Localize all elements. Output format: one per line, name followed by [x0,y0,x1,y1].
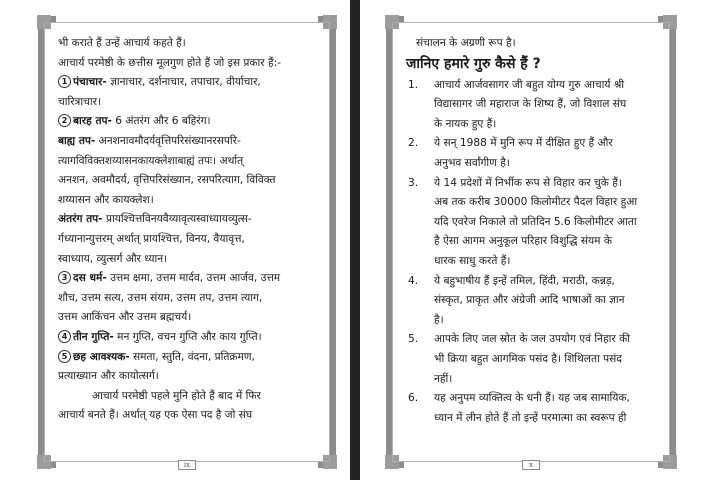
item-number: 5. [408,333,419,346]
text-line: र्गध्यानान्युत्तरम् अर्थात् प्रायश्चित्त, विनय, वैयावृत्त, [58,232,245,245]
text-line: के नायक हुए हैं। [434,117,497,130]
page-number: x [522,460,540,470]
item-title: बारह तप- [73,115,112,128]
antarang-title: अंतरंग तप- [58,213,103,226]
text-line: है ऐसा आगम अनुकूल परिहार विशुद्धि संयम के [434,235,612,248]
item-title: दस धर्म- [73,272,107,285]
text-line: अनशन, अवमौदर्य, वृत्तिपरिसंख्यान, रसपरित्याग, विविक्त [58,174,276,187]
text-line: ध्यान में लीन होते हैं तो इन्हें परमात्मा का स्वरूप ही [434,411,627,424]
text-line: त्यागविविक्तशय्यासनकायक्लेशाबाह्यं तपः। अर्थात् [58,154,244,167]
text-line: आचार्य आर्जवसागर जी बहुत योग्य गुरु आचार्य श्री [434,78,625,91]
page-number: ix [178,460,196,470]
right-page-body [404,34,662,428]
list-item [404,389,662,428]
text-line: उत्तम आकिंचन और उत्तम ब्रह्मचर्य। [58,311,192,324]
item-number: 3. [408,176,419,189]
item-number: 2 [58,114,71,127]
frame-right-bar [669,16,676,468]
item-text: मन गुप्ति, वचन गुप्ति और काय गुप्ति। [113,330,262,343]
text-line: बाह्य तप- अनशनावमौदर्यवृत्तिपरिसंख्यानरसपरि- [58,134,241,147]
section-heading: जानिए हमारे गुरु कैसे हैं ? [406,55,541,72]
text-line: प्रत्याख्यान और कायोत्सर्ग। [58,370,159,383]
item-title: पंचाचार- [73,76,107,89]
right-page [386,16,676,468]
list-item [404,134,662,173]
left-page-body [58,34,316,426]
text-line: चारित्राचार। [58,95,101,108]
list-item [404,76,662,135]
item-number: 2. [408,137,419,150]
text-line: भी क्रिया बहुत आगमिक पसंद है। शिथिलता पसंद [434,352,622,365]
item-number: 1. [408,78,419,91]
text-line: शौच, उत्तम सत्य, उत्तम संयम, उत्तम तप, उत्तम त्याग, [58,291,263,304]
text-line: अंतरंग तप- प्रायश्चित्तविनयवैय्यावृत्यस्वाध्यायव्युत्स- [58,213,252,226]
text-line: विद्यासागर जी महाराज के शिष्य हैं, जो विशाल संघ [434,98,627,111]
text-line: स्वाध्याय, व्युत्सर्ग और ध्यान। [58,252,168,265]
item-number: 5 [58,350,71,363]
text-line: ये 14 प्रदेशों में निर्भीक रूप से विहार कर चुके हैं। [434,176,622,189]
left-page [38,16,336,468]
text-line: धारक साधु करते हैं। [434,254,511,267]
text-line: संचालन के अग्रणी रूप है। [416,37,516,49]
text-line: आचार्य परमेष्ठी पहले मुनि होते हैं बाद में फिर [92,389,261,402]
bahya-title: बाह्य तप- [58,134,96,147]
item-number: 3 [58,271,71,284]
item-number: 4 [58,330,71,343]
text-line: यह अनुपम व्यक्तित्व के धनी हैं। यह जब सामायिक, [434,392,630,405]
text-line: भी कराते हैं उन्हें आचार्य कहते हैं। [58,37,186,49]
item-number: 6. [408,392,419,405]
text-line: है। [434,313,444,326]
text-line: आचार्य बनते हैं। अर्थात् यह एक ऐसा पद है जो संघ [58,409,253,422]
item-text: ज्ञानाचार, दर्शनाचार, तपाचार, वीर्याचार, [106,76,261,89]
item-number: 4. [408,274,419,287]
book-spine [350,0,360,480]
item-text: समता, स्तुति, वंदना, प्रतिक्रमण, [129,350,255,363]
frame-right-bar [329,16,336,468]
item-text: उत्तम क्षमा, उत्तम मार्दव, उत्तम आर्जव, उत्तम [106,272,281,285]
list-item [404,174,662,272]
text-line: शय्यासन और कायक्लेश। [58,193,154,206]
item-text: 6 अंतरंग और 6 बहिरंग। [111,115,211,128]
text-line: अनुभव सर्वांगीण है। [434,156,510,169]
list-item [58,348,316,368]
text-line: आपके लिए जल स्रोत के जल उपयोग एवं निहार की [434,333,630,346]
list-item [404,272,662,331]
list-item [58,269,316,289]
list-item [404,330,662,389]
item-title: छह आवश्यक- [73,350,130,363]
list-item [58,112,316,132]
list-item [58,73,316,93]
text-line: अब तक करीब 30000 किलोमीटर पैदल विहार हुआ [434,196,638,209]
text-line: यदि एवरेज निकाले तो प्रतिदिन 5.6 किलोमीटर आता [434,215,637,228]
text-line: आचार्य परमेष्ठी के छत्तीस मूलगुण होते हैं जो इस प्रकार हैं:- [58,56,281,69]
item-title: तीन गुप्ति- [73,330,114,343]
text-line: संस्कृत, प्राकृत और अंग्रेजी आदि भाषाओं का ज्ञान [434,294,625,307]
text-line: ये सन् 1988 में मुनि रूप में दीक्षित हुए हैं और [434,137,613,150]
list-item [58,328,316,348]
text-line: ये बहुभाषीय हैं इन्हें तमिल, हिंदी, मराठी, कन्नड़, [434,274,615,287]
text-line: नहीं। [434,372,453,385]
item-number: 1 [58,75,71,88]
